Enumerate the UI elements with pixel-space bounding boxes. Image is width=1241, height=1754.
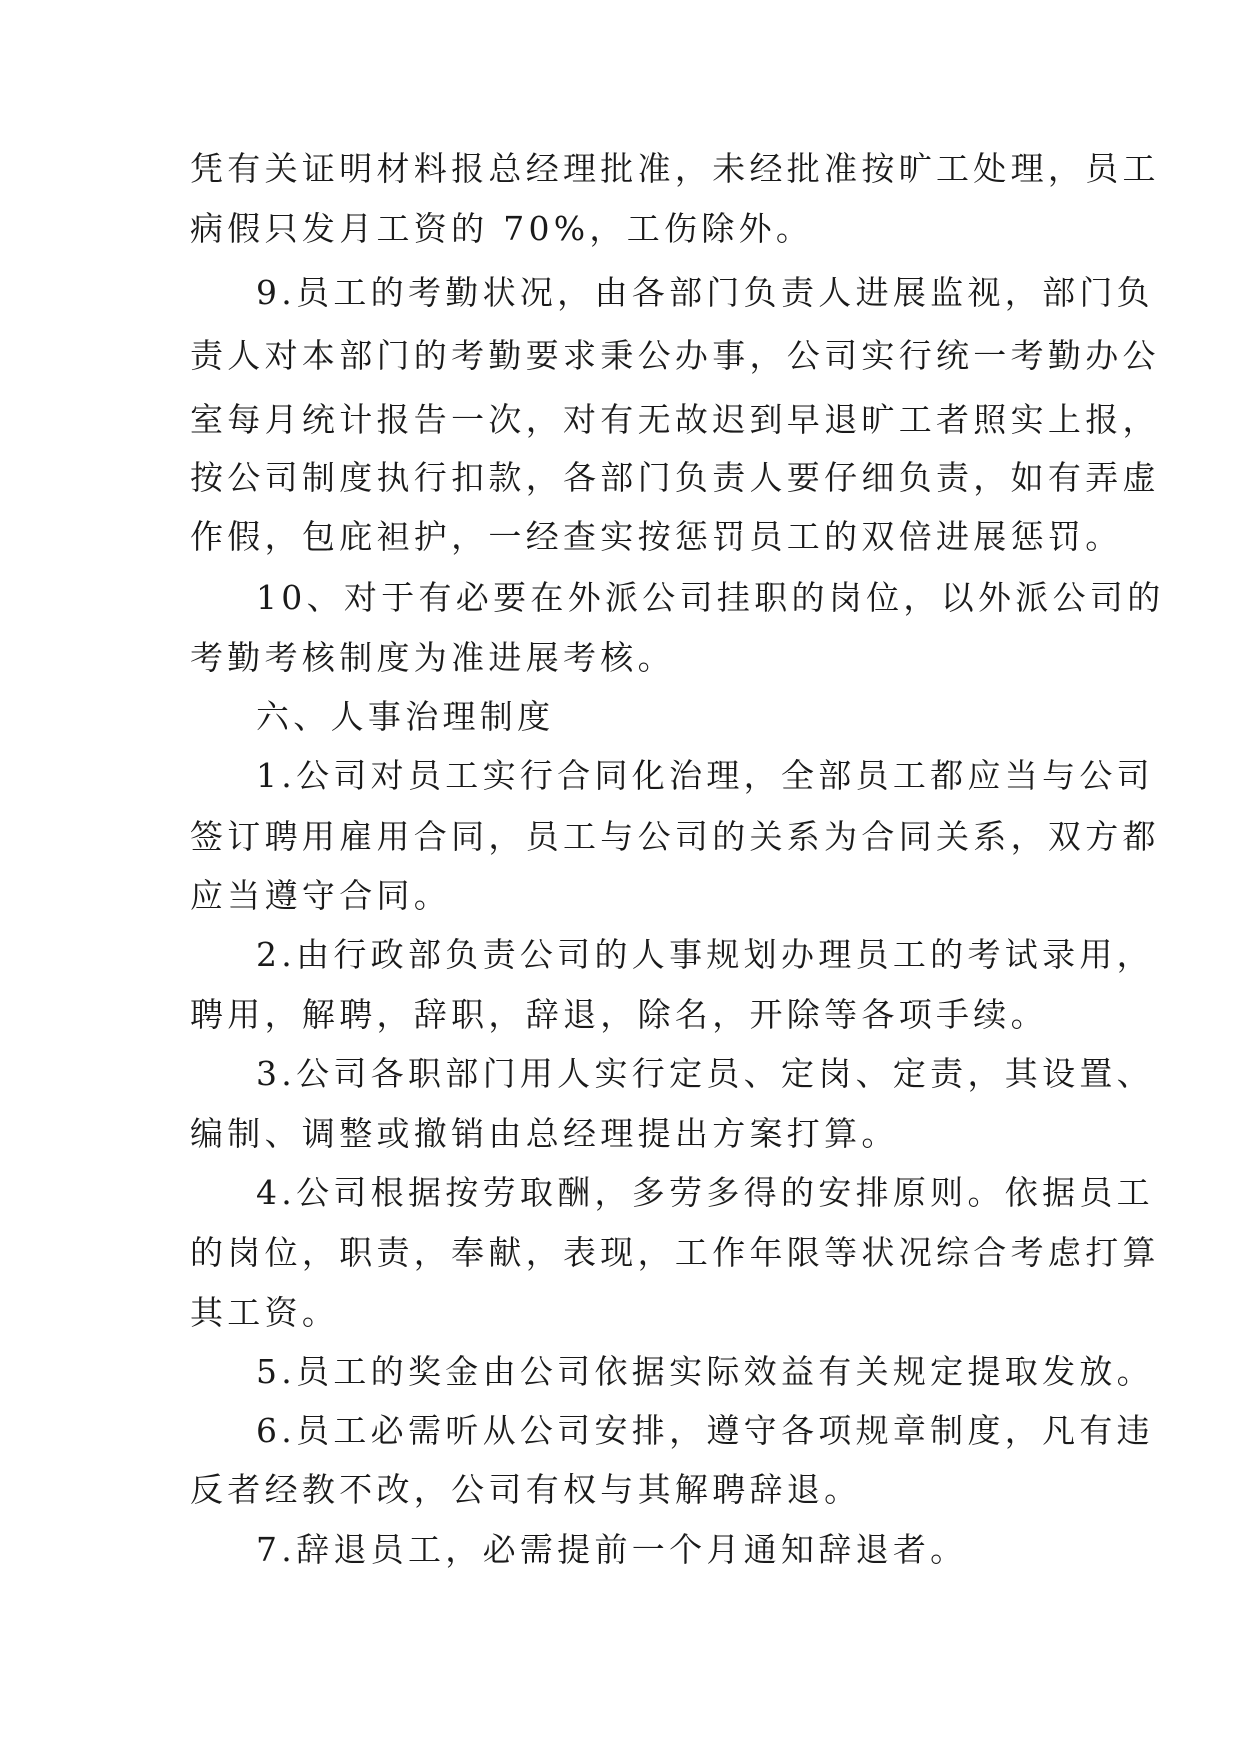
body-line-15: 聘用，解聘，辞职，辞退，除名，开除等各项手续。 <box>190 995 1048 1034</box>
body-line-5: 室每月统计报告一次，对有无故迟到早退旷工者照实上报， <box>190 400 1160 439</box>
body-line-2: 病假只发月工资的 70%，工伤除外。 <box>190 209 814 248</box>
body-line-11: 1.公司对员工实行合同化治理，全部员工都应当与公司 <box>256 756 1154 795</box>
body-line-20: 其工资。 <box>190 1293 340 1332</box>
body-line-16: 3.公司各职部门用人实行定员、定岗、定责，其设置、 <box>256 1054 1154 1093</box>
body-line-6: 按公司制度执行扣款，各部门负责人要仔细负责，如有弄虚 <box>190 458 1160 497</box>
section-heading: 六、人事治理制度 <box>256 697 555 736</box>
body-line-1: 凭有关证明材料报总经理批准，未经批准按旷工处理，员工 <box>190 149 1160 188</box>
body-line-7: 作假，包庇袒护，一经查实按惩罚员工的双倍进展惩罚。 <box>190 517 1123 556</box>
body-line-18: 4.公司根据按劳取酬，多劳多得的安排原则。依据员工 <box>256 1173 1154 1212</box>
body-line-4: 责人对本部门的考勤要求秉公办事，公司实行统一考勤办公 <box>190 336 1160 375</box>
body-line-23: 反者经教不改，公司有权与其解聘辞退。 <box>190 1470 862 1509</box>
body-line-3: 9.员工的考勤状况，由各部门负责人进展监视，部门负 <box>256 273 1154 312</box>
body-line-8: 10、对于有必要在外派公司挂职的岗位，以外派公司的 <box>256 578 1165 617</box>
body-line-21: 5.员工的奖金由公司依据实际效益有关规定提取发放。 <box>256 1352 1154 1391</box>
body-line-9: 考勤考核制度为准进展考核。 <box>190 638 675 677</box>
body-line-12: 签订聘用雇用合同，员工与公司的关系为合同关系，双方都 <box>190 817 1160 856</box>
body-line-22: 6.员工必需听从公司安排，遵守各项规章制度，凡有违 <box>256 1411 1154 1450</box>
body-line-24: 7.辞退员工，必需提前一个月通知辞退者。 <box>256 1530 968 1569</box>
body-line-13: 应当遵守合同。 <box>190 876 452 915</box>
body-line-17: 编制、调整或撤销由总经理提出方案打算。 <box>190 1114 899 1153</box>
body-line-14: 2.由行政部负责公司的人事规划办理员工的考试录用， <box>256 935 1154 974</box>
body-line-19: 的岗位，职责，奉献，表现，工作年限等状况综合考虑打算 <box>190 1233 1160 1272</box>
